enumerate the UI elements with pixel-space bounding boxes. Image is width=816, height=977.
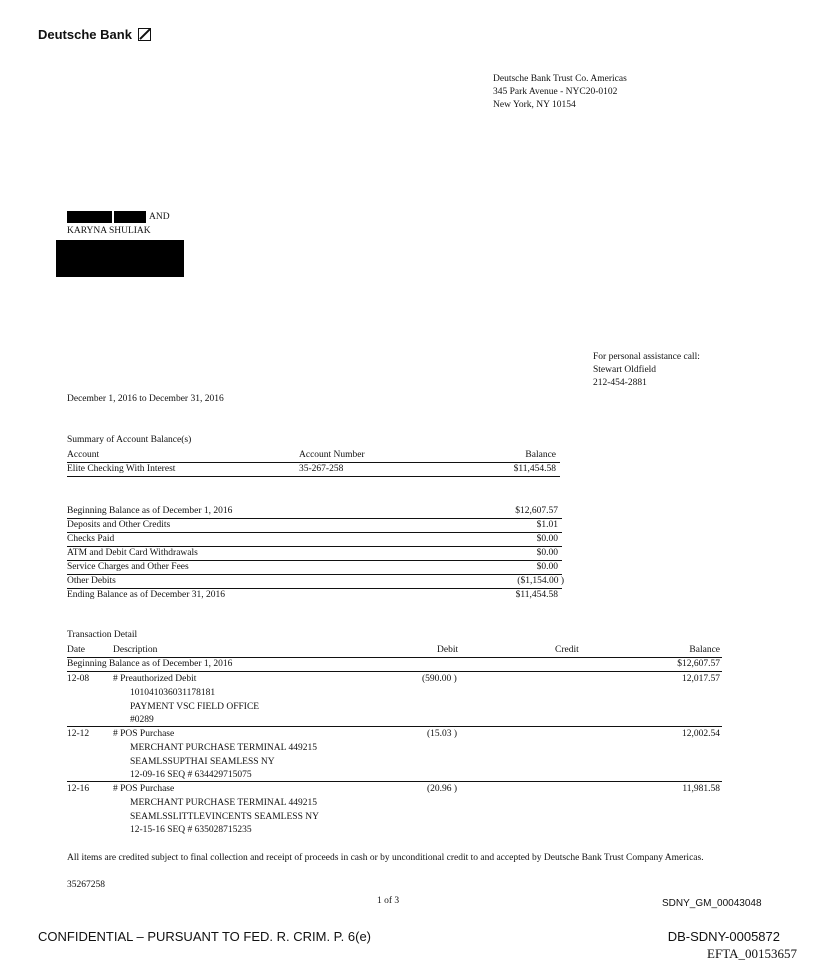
balance-value: $12,607.57 [515,506,558,516]
balance-row [67,547,562,561]
txn-detail: 12-15-16 SEQ # 635028715235 [130,825,252,835]
txn-detail: PAYMENT VSC FIELD OFFICE [130,702,260,712]
balance-row [67,575,562,589]
address-line: New York, NY 10154 [493,100,576,110]
customer-and: AND [149,212,170,222]
header-balance: Balance [689,645,720,655]
bank-address [493,73,627,112]
balance-value: $0.00 [536,562,558,572]
header-balance: Balance [525,450,556,460]
balance-value: $1.01 [536,520,558,530]
txn-debit: (20.96 ) [427,784,458,794]
address-line: Deutsche Bank Trust Co. Americas [493,74,627,84]
summary-header-row [67,449,560,463]
txn-date: 12-12 [67,729,90,739]
balance-value: ($1,154.00 ) [517,576,564,586]
bates-efta: EFTA_00153657 [707,946,797,961]
disclaimer: All items are credited subject to final collection and receipt of proceeds in cash or by unconditional credit to and accepted by Deutsche Bank Trust Company Americas. [67,853,704,863]
redaction-box [56,240,184,277]
redaction-box [67,211,112,223]
summary-account-row [67,463,560,477]
account-number: 35-267-258 [299,464,344,474]
balance-value: $11,454.58 [515,590,558,600]
confidential-notice: CONFIDENTIAL – PURSUANT TO FED. R. CRIM. P. 6(e) [38,929,372,944]
header-date: Date [67,645,85,655]
balance-label: Beginning Balance as of December 1, 2016 [67,506,233,516]
txn-date: 12-08 [67,674,90,684]
transaction-header-row [67,644,722,658]
txn-balance: 12,002.54 [682,729,720,739]
balance-row [67,589,562,602]
header-account: Account [67,450,100,460]
txn-debit: (15.03 ) [427,729,458,739]
balance-label: Other Debits [67,576,116,586]
account-balance: $11,454.58 [513,464,556,474]
txn-balance: 11,981.58 [682,784,720,794]
header-description: Description [113,645,158,655]
txn-detail: 12-09-16 SEQ # 634429715075 [130,770,252,780]
transaction-row [67,727,722,781]
customer-name: KARYNA SHULIAK [67,226,151,236]
header-credit: Credit [555,645,579,655]
redaction-box [114,211,146,223]
transaction-title: Transaction Detail [67,630,138,640]
bates-sdny-gm: SDNY_GM_00043048 [662,898,762,909]
assistance-block [593,351,700,390]
header-debit: Debit [437,645,459,655]
txn-balance: 12,017.57 [682,674,720,684]
summary-title: Summary of Account Balance(s) [67,435,192,445]
beginning-label: Beginning Balance as of December 1, 2016 [67,659,233,669]
transaction-row [67,782,722,836]
assistance-line: 212-454-2881 [593,378,647,388]
assistance-line: Stewart Oldfield [593,365,657,375]
balance-label: Checks Paid [67,534,115,544]
statement-period: December 1, 2016 to December 31, 2016 [67,394,224,404]
txn-description: # POS Purchase [113,784,175,794]
bank-logo [38,27,151,42]
txn-detail: #0289 [130,715,154,725]
bates-db: DB-SDNY-0005872 [667,929,780,944]
account-name: Elite Checking With Interest [67,464,176,474]
beginning-balance: $12,607.57 [677,659,720,669]
balance-label: Deposits and Other Credits [67,520,171,530]
balance-row [67,533,562,547]
balance-label: Service Charges and Other Fees [67,562,189,572]
txn-description: # POS Purchase [113,729,175,739]
balance-label: ATM and Debit Card Withdrawals [67,548,198,558]
balance-row [67,561,562,575]
txn-description: # Preauthorized Debit [113,674,197,684]
address-line: 345 Park Avenue - NYC20-0102 [493,87,618,97]
page-number: 1 of 3 [377,896,400,906]
balance-label: Ending Balance as of December 31, 2016 [67,590,226,600]
transaction-row [67,672,722,726]
txn-date: 12-16 [67,784,90,794]
txn-detail: SEAMLSSLITTLEVINCENTS SEAMLESS NY [130,812,319,822]
beginning-balance-row [67,658,722,672]
balance-value: $0.00 [536,534,558,544]
txn-debit: (590.00 ) [422,674,457,684]
balance-value: $0.00 [536,548,558,558]
txn-detail: SEAMLSSUPTHAI SEAMLESS NY [130,757,275,767]
txn-detail: MERCHANT PURCHASE TERMINAL 449215 [130,798,317,808]
header-account-number: Account Number [299,450,365,460]
bank-name: Deutsche Bank [38,27,132,42]
deutsche-bank-slash-icon [138,28,151,41]
assistance-line: For personal assistance call: [593,352,700,362]
balance-row [67,505,562,519]
txn-detail: 101041036031178181 [130,688,216,698]
balance-row [67,519,562,533]
txn-detail: MERCHANT PURCHASE TERMINAL 449215 [130,743,317,753]
account-reference: 35267258 [67,880,105,890]
